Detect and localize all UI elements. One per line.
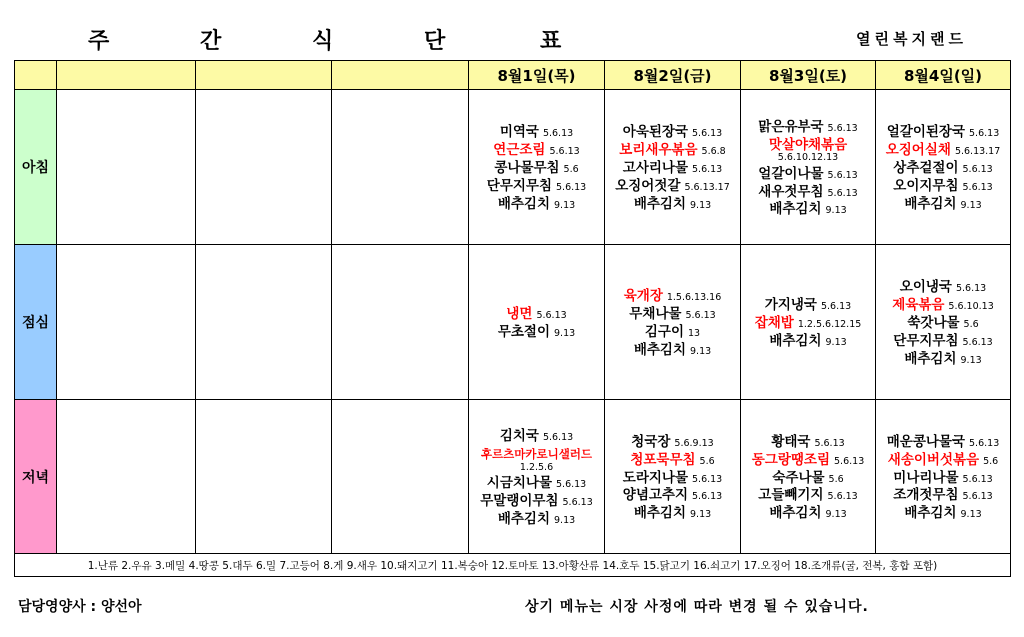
menu-item-list (469, 424, 604, 528)
menu-item (876, 122, 1010, 140)
header-blank-cell (196, 61, 332, 90)
allergen-codes: 13 (688, 328, 701, 339)
empty-day-cell (332, 245, 469, 400)
allergen-codes: 9.13 (554, 328, 576, 339)
menu-item-list (605, 430, 740, 523)
menu-item (469, 122, 604, 140)
allergen-codes: 1.2.5.6.12.15 (797, 319, 862, 331)
menu-item-name: 단무지무침 (486, 177, 552, 194)
menu-item-name: 조개젓무침 (893, 487, 959, 504)
menu-item (741, 182, 875, 200)
menu-item-name: 상추겉절이 (893, 160, 959, 177)
allergen-codes: 9.13 (554, 199, 576, 211)
allergen-codes: 5.6.13 (962, 181, 993, 193)
menu-item-name: 가지냉국 (764, 297, 817, 314)
menu-item-name: 얼갈이나물 (758, 165, 824, 182)
menu-item-name: 배추김치 (633, 505, 686, 522)
menu-item (469, 322, 604, 340)
menu-item-name: 제육볶음 (892, 297, 945, 314)
page-title-char: 단 (424, 29, 446, 54)
allergen-codes: 5.6.13 (962, 164, 993, 176)
empty-day-cell (196, 245, 332, 400)
allergen-codes: 5.6.13 (685, 310, 716, 322)
menu-item-list (469, 120, 604, 213)
menu-change-notice: 상기 메뉴는 시장 사정에 따라 변경 될 수 있습니다. (525, 599, 869, 615)
allergen-codes: 5.6.13 (692, 491, 723, 503)
menu-item-name: 배추김치 (497, 195, 550, 212)
menu-item (605, 432, 740, 450)
menu-item-list (741, 115, 875, 220)
menu-item (741, 295, 875, 313)
allergen-codes: 5.6.13 (834, 455, 865, 467)
allergen-codes: 5.6.13 (969, 128, 1000, 140)
menu-cell (605, 245, 741, 400)
allergen-codes: 9.13 (690, 509, 712, 521)
organization-name: 열린복지랜드 (856, 30, 967, 48)
menu-item-name: 무초절이 (497, 324, 550, 340)
menu-item-name: 배추김치 (633, 195, 686, 212)
menu-cell (469, 90, 605, 245)
dietitian-name: 담당영양사 : 양선아 (18, 599, 142, 615)
menu-item-name: 후르츠마카로니샐러드 (480, 447, 593, 462)
menu-item (469, 473, 604, 491)
allergen-codes: 5.6.13 (962, 473, 993, 485)
date-header: 8월1일(목) (469, 61, 605, 90)
menu-item-name: 오이지무침 (893, 177, 959, 194)
menu-item (605, 503, 740, 521)
page-title-char: 표 (540, 29, 562, 54)
menu-item (741, 450, 875, 468)
menu-item (876, 349, 1010, 367)
menu-item (741, 199, 875, 217)
menu-item (741, 164, 875, 182)
allergen-codes: 9.13 (825, 336, 847, 348)
menu-item-name: 미역국 (499, 124, 539, 141)
menu-item (469, 176, 604, 194)
allergen-codes: 5.6.13 (536, 310, 567, 322)
menu-item-name: 황태국 (771, 433, 811, 450)
menu-item-name: 청국장 (631, 433, 671, 450)
menu-item (876, 331, 1010, 349)
allergen-codes: 5.6.13 (549, 146, 580, 158)
menu-cell (605, 400, 741, 554)
date-header: 8월3일(토) (741, 61, 876, 90)
header-blank-cell (332, 61, 469, 90)
allergen-codes: 5.6.13 (814, 437, 845, 449)
menu-item-name: 단무지무침 (893, 332, 959, 349)
menu-item-name: 숙주나물 (772, 469, 825, 486)
menu-item (605, 485, 740, 503)
allergen-codes: 5.6.10.12.13 (777, 152, 839, 164)
allergen-codes: 5.6 (963, 319, 979, 331)
menu-item (469, 158, 604, 176)
empty-day-cell (57, 245, 196, 400)
menu-item-name: 새송이버섯볶음 (887, 451, 980, 468)
menu-item (469, 304, 604, 322)
menu-item (741, 503, 875, 521)
allergen-codes: 5.6.13 (827, 187, 858, 199)
allergen-codes: 5.6.13 (692, 164, 723, 176)
menu-item-name: 새우젓무침 (758, 183, 824, 200)
menu-item-name: 무말랭이무침 (480, 493, 559, 510)
menu-item-name: 김구이 (644, 324, 685, 340)
allergen-codes: 9.13 (825, 509, 847, 521)
menu-item (876, 432, 1010, 450)
empty-day-cell (196, 90, 332, 245)
menu-item-list (876, 275, 1010, 368)
menu-item-name: 김치국 (499, 428, 539, 445)
menu-item (876, 485, 1010, 503)
header-blank-cell (15, 61, 57, 90)
allergen-codes: 5.6.13 (692, 128, 723, 140)
allergen-codes: 5.6.13.17 (954, 146, 1001, 158)
menu-item-name: 배추김치 (769, 332, 822, 349)
menu-item (876, 295, 1010, 313)
meal-row-lunch (15, 245, 1011, 400)
menu-item-list (605, 120, 740, 213)
allergen-codes: 5.6.13 (542, 432, 574, 444)
menu-item (469, 509, 604, 527)
allergen-codes: 9.13 (825, 205, 847, 217)
menu-item (741, 117, 875, 135)
menu-item-name: 고들빼기지 (758, 487, 824, 504)
menu-item-name: 냉면 (506, 306, 533, 323)
allergen-codes: 5.6.13 (562, 497, 593, 509)
date-header: 8월4일(일) (876, 61, 1011, 90)
header-blank-cell (57, 61, 196, 90)
menu-item-name: 매운콩나물국 (886, 433, 966, 450)
menu-item (876, 277, 1010, 295)
menu-item-name: 고사리나물 (622, 160, 688, 177)
meal-label: 저녁 (15, 400, 57, 554)
allergen-codes: 5.6.9.13 (674, 437, 714, 449)
menu-cell (605, 90, 741, 245)
menu-item-name: 양념고추지 (622, 487, 688, 504)
allergen-codes: 1.2.5.6 (519, 461, 554, 473)
menu-item-name: 배추김치 (904, 505, 957, 522)
menu-item-name: 보리새우볶음 (619, 142, 698, 159)
menu-cell (876, 245, 1011, 400)
page-title-char: 식 (312, 29, 334, 54)
menu-item-list (741, 293, 875, 351)
menu-item (605, 158, 740, 176)
menu-item (876, 158, 1010, 176)
allergen-codes: 5.6.13 (962, 491, 993, 503)
menu-item (741, 485, 875, 503)
menu-item (876, 140, 1010, 158)
menu-item (605, 176, 740, 194)
menu-item (876, 468, 1010, 486)
menu-item (469, 426, 604, 444)
allergen-codes: 5.6.13 (542, 128, 574, 140)
allergen-codes: 5.6.10.13 (948, 301, 994, 313)
allergen-codes: 5.6.13 (827, 122, 858, 134)
menu-cell (741, 90, 876, 245)
menu-item (741, 331, 875, 349)
menu-item (469, 491, 604, 509)
menu-item-name: 오징어실채 (885, 142, 951, 159)
menu-item-name: 육개장 (623, 288, 663, 305)
allergen-codes: 5.6 (563, 164, 579, 176)
allergen-codes: 9.13 (960, 354, 982, 366)
menu-item-name: 무채나물 (629, 306, 682, 323)
allergen-codes: 5.6.13.17 (684, 181, 730, 193)
menu-item-name: 쑥갓나물 (907, 315, 960, 332)
menu-item-name: 시금치나물 (486, 475, 552, 492)
allergen-legend: 1.난류 2.우유 3.메밀 4.땅콩 5.대두 6.밀 7.고등어 8.게 9.새우 10.돼지고기 11.복숭아 12.토마토 13.아황산류 14.호두 15.닭고기 16.쇠고기 17.오징어 18.조개류(굴, 전복, 홍합 포함) (15, 554, 1011, 577)
allergen-legend-row (15, 554, 1011, 577)
menu-item (605, 194, 740, 212)
menu-item (605, 450, 740, 468)
page-title-char: 간 (200, 29, 222, 54)
menu-item-name: 배추김치 (904, 350, 957, 367)
allergen-codes: 5.6 (828, 473, 844, 485)
menu-item-name: 동그랑땡조림 (751, 451, 831, 468)
menu-item (605, 286, 740, 304)
meal-label: 점심 (15, 245, 57, 400)
menu-item-name: 배추김치 (633, 341, 686, 358)
menu-item (469, 444, 604, 473)
allergen-codes: 9.13 (554, 514, 576, 526)
menu-item-list (469, 302, 604, 342)
menu-cell (876, 90, 1011, 245)
allergen-codes: 5.6 (983, 455, 999, 467)
weekly-menu-table (14, 60, 1011, 577)
menu-cell (741, 400, 876, 554)
menu-cell (469, 400, 605, 554)
allergen-codes: 5.6.13 (827, 491, 858, 503)
menu-item (605, 122, 740, 140)
meal-row-dinner (15, 400, 1011, 554)
menu-item-name: 배추김치 (904, 195, 957, 212)
menu-item-name: 연근조림 (493, 142, 546, 159)
menu-item (741, 135, 875, 164)
menu-item-name: 도라지나물 (622, 469, 688, 486)
allergen-codes: 5.6.13 (962, 336, 993, 348)
menu-item-name: 배추김치 (769, 505, 822, 522)
menu-item-name: 잡채밥 (754, 315, 794, 332)
menu-item (741, 468, 875, 486)
menu-item-name: 맛살야채볶음 (768, 136, 848, 153)
allergen-codes: 5.6.13 (955, 283, 987, 295)
menu-item-name: 콩나물무침 (494, 160, 560, 177)
menu-item-name: 아욱된장국 (622, 124, 688, 141)
menu-item-list (605, 284, 740, 359)
allergen-codes: 5.6 (699, 455, 715, 467)
menu-cell (741, 245, 876, 400)
menu-item (876, 194, 1010, 212)
allergen-codes: 5.6.8 (701, 146, 726, 158)
menu-item (876, 503, 1010, 521)
empty-day-cell (196, 400, 332, 554)
menu-item-list (876, 120, 1010, 213)
menu-item (469, 140, 604, 158)
menu-item (741, 432, 875, 450)
allergen-codes: 9.13 (960, 199, 982, 211)
allergen-codes: 5.6.13 (692, 473, 723, 485)
allergen-codes: 9.13 (960, 509, 982, 521)
allergen-codes: 9.13 (690, 199, 712, 211)
menu-item (605, 340, 740, 358)
menu-item-name: 배추김치 (497, 510, 550, 527)
menu-item (876, 176, 1010, 194)
allergen-codes: 5.6.13 (827, 169, 858, 181)
menu-item (605, 304, 740, 322)
page-header (0, 0, 1024, 60)
allergen-codes: 1.5.6.13.16 (666, 292, 722, 304)
page-title-char: 주 (88, 29, 110, 54)
menu-item-name: 미나리나물 (893, 469, 959, 486)
menu-item-name: 오징어젓갈 (615, 177, 681, 194)
allergen-codes: 9.13 (690, 345, 712, 357)
meal-row-breakfast (15, 90, 1011, 245)
date-header: 8월2일(금) (605, 61, 741, 90)
menu-item-name: 맑은유부국 (758, 118, 824, 135)
menu-item-name: 청포묵무침 (630, 451, 696, 468)
allergen-codes: 5.6.13 (820, 301, 852, 313)
allergen-codes: 5.6.13 (556, 479, 587, 491)
menu-item (876, 313, 1010, 331)
menu-item (605, 322, 740, 340)
empty-day-cell (332, 400, 469, 554)
empty-day-cell (332, 90, 469, 245)
menu-item-name: 얼갈이된장국 (886, 124, 966, 141)
menu-item (469, 194, 604, 212)
empty-day-cell (57, 90, 196, 245)
date-header-row (15, 61, 1011, 90)
menu-item (605, 468, 740, 486)
allergen-codes: 5.6.13 (556, 181, 587, 193)
menu-item (605, 140, 740, 158)
menu-item-name: 배추김치 (769, 201, 822, 218)
menu-cell (876, 400, 1011, 554)
meal-label: 아침 (15, 90, 57, 245)
menu-item (876, 450, 1010, 468)
empty-day-cell (57, 400, 196, 554)
allergen-codes: 5.6.13 (969, 437, 1000, 449)
menu-item (741, 313, 875, 331)
menu-item-name: 오이냉국 (899, 279, 952, 296)
menu-item-list (876, 430, 1010, 523)
menu-item-list (741, 430, 875, 523)
menu-cell (469, 245, 605, 400)
